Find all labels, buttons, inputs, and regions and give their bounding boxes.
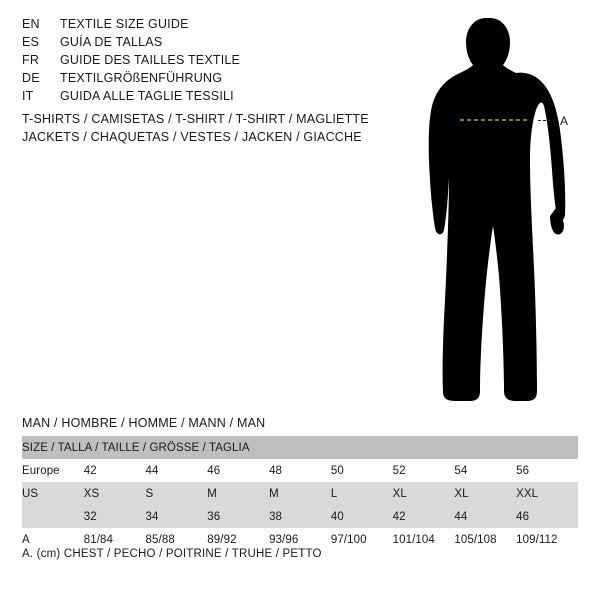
language-code: ES: [22, 35, 40, 49]
garment-categories: [22, 110, 422, 146]
cell: 85/88: [146, 528, 208, 551]
cell: 81/84: [84, 528, 146, 551]
cell: 109/112: [516, 528, 578, 551]
measure-leader-line: [538, 120, 556, 122]
garment-line-tshirts: T-SHIRTS / CAMISETAS / T-SHIRT / T-SHIRT / MAGLIETTE: [22, 112, 369, 126]
language-row: [22, 17, 382, 35]
cell: 44: [146, 459, 208, 482]
cell: XL: [393, 482, 455, 505]
row-label: [22, 505, 84, 528]
table-header-label: SIZE / TALLA / TAILLE / GRÖSSE / TAGLIA: [22, 436, 578, 459]
cell: 32: [84, 505, 146, 528]
cell: 54: [454, 459, 516, 482]
language-title: GUÍA DE TALLAS: [60, 35, 163, 49]
language-row: [22, 71, 382, 89]
cell: 48: [269, 459, 331, 482]
cell: 97/100: [331, 528, 393, 551]
row-label: A: [22, 528, 84, 551]
footnote-chest-measure: A. (cm) CHEST / PECHO / POITRINE / TRUHE / PETTO: [22, 548, 322, 560]
table-header-row: [22, 436, 578, 459]
language-code: IT: [22, 89, 34, 103]
language-code: EN: [22, 17, 40, 31]
measure-label-a: A: [560, 114, 569, 128]
cell: 105/108: [454, 528, 516, 551]
cell: 34: [146, 505, 208, 528]
cell: XXL: [516, 482, 578, 505]
language-header-block: [22, 17, 382, 107]
cell: 38: [269, 505, 331, 528]
man-silhouette-shape: [429, 18, 566, 401]
table-row: [22, 482, 578, 505]
row-label: US: [22, 482, 84, 505]
cell: 40: [331, 505, 393, 528]
figure-illustration: [398, 10, 598, 410]
cell: XS: [84, 482, 146, 505]
language-code: FR: [22, 53, 40, 67]
cell: M: [269, 482, 331, 505]
table-row: [22, 459, 578, 482]
cell: 52: [393, 459, 455, 482]
cell: S: [146, 482, 208, 505]
language-row: [22, 35, 382, 53]
language-title: GUIDE DES TAILLES TEXTILE: [60, 53, 241, 67]
row-label: Europe: [22, 459, 84, 482]
size-table-region: [22, 416, 578, 551]
cell: 101/104: [393, 528, 455, 551]
cell: 42: [84, 459, 146, 482]
garment-line-jackets: JACKETS / CHAQUETAS / VESTES / JACKEN / GIACCHE: [22, 130, 362, 144]
cell: XL: [454, 482, 516, 505]
table-title-man: MAN / HOMBRE / HOMME / MANN / MAN: [22, 416, 266, 430]
language-row: [22, 89, 382, 107]
cell: 42: [393, 505, 455, 528]
cell: 46: [516, 505, 578, 528]
cell: 36: [207, 505, 269, 528]
cell: 89/92: [207, 528, 269, 551]
language-title: TEXTILE SIZE GUIDE: [60, 17, 189, 31]
cell: L: [331, 482, 393, 505]
cell: 50: [331, 459, 393, 482]
cell: 44: [454, 505, 516, 528]
cell: M: [207, 482, 269, 505]
cell: 56: [516, 459, 578, 482]
size-table: [22, 436, 578, 551]
language-code: DE: [22, 71, 40, 85]
table-row: [22, 505, 578, 528]
language-title: TEXTILGRÖßENFÜHRUNG: [60, 71, 223, 85]
cell: 46: [207, 459, 269, 482]
language-title: GUIDA ALLE TAGLIE TESSILI: [60, 89, 234, 103]
cell: 93/96: [269, 528, 331, 551]
language-row: [22, 53, 382, 71]
